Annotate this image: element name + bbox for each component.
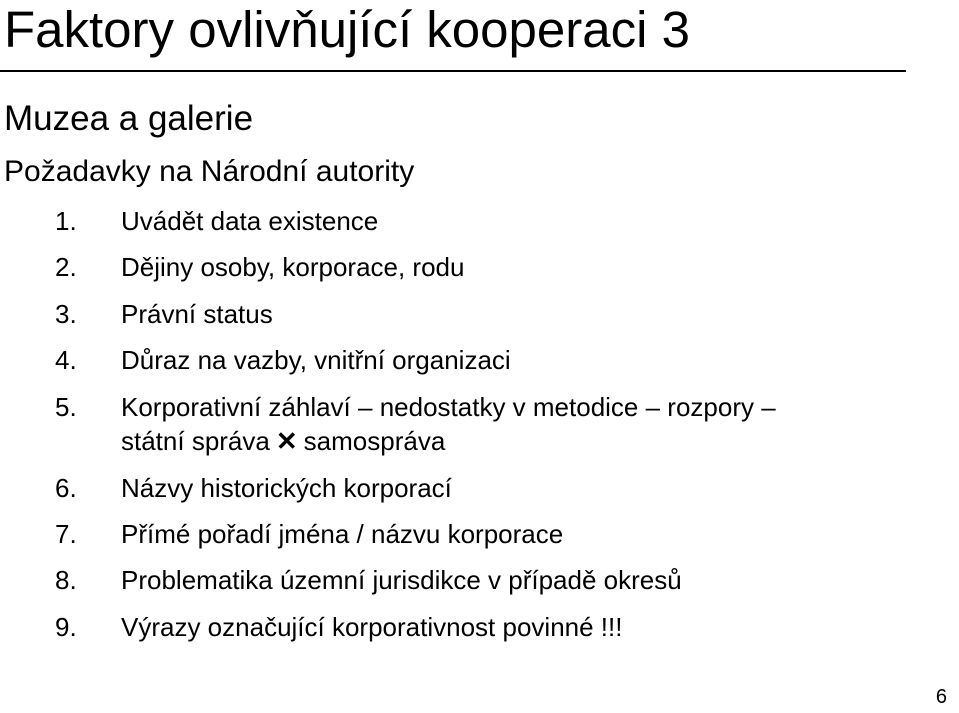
state-administration-text: státní správa xyxy=(121,425,270,456)
list-item-text: Uvádět data existence xyxy=(121,206,379,236)
cross-icon: ✕ xyxy=(275,425,298,456)
list-item-text: Názvy historických korporací xyxy=(121,472,452,503)
section-heading: Muzea a galerie xyxy=(4,99,254,138)
list-item xyxy=(0,468,776,514)
list-item-number: 9. xyxy=(55,611,77,642)
list-item-number: 1. xyxy=(55,206,77,236)
list-item-text: Problematika územní jurisdikce v případě okresů xyxy=(121,565,682,596)
list-item-number: 8. xyxy=(55,565,77,596)
list-item-text: Korporativní záhlaví – nedostatky v metodice – rozpory – xyxy=(121,391,776,422)
list-item xyxy=(0,247,776,293)
list-item-text: Dějiny osoby, korporace, rodu xyxy=(121,252,465,283)
list-item xyxy=(0,387,776,468)
list-item xyxy=(0,340,776,386)
list-item xyxy=(0,607,776,653)
slide-title: Faktory ovlivňující kooperaci 3 xyxy=(4,1,690,58)
list-item-number: 2. xyxy=(55,252,77,283)
page-number: 6 xyxy=(935,686,947,708)
title-underline xyxy=(0,70,906,72)
list-item-text: Výrazy označující korporativnost povinné !!! xyxy=(121,611,623,642)
list-item xyxy=(0,560,776,606)
list-item-text: Přímé pořadí jména / názvu korporace xyxy=(121,518,564,549)
list-item-number: 5. xyxy=(55,391,77,422)
list-item-text: Důraz na vazby, vnitřní organizaci xyxy=(121,345,511,376)
list-item xyxy=(0,201,776,247)
list-item xyxy=(0,514,776,560)
requirements-list xyxy=(0,201,776,653)
list-item-text-continuation xyxy=(121,424,776,458)
list-item-number: 3. xyxy=(55,298,77,329)
list-item-number: 7. xyxy=(55,518,77,549)
list-item-text: Právní status xyxy=(121,298,273,329)
list-item-number: 4. xyxy=(55,345,77,376)
list-item-number: 6. xyxy=(55,472,77,503)
list-item xyxy=(0,294,776,340)
section-subheading: Požadavky na Národní autority xyxy=(4,155,415,188)
self-government-text: samospráva xyxy=(303,425,446,456)
